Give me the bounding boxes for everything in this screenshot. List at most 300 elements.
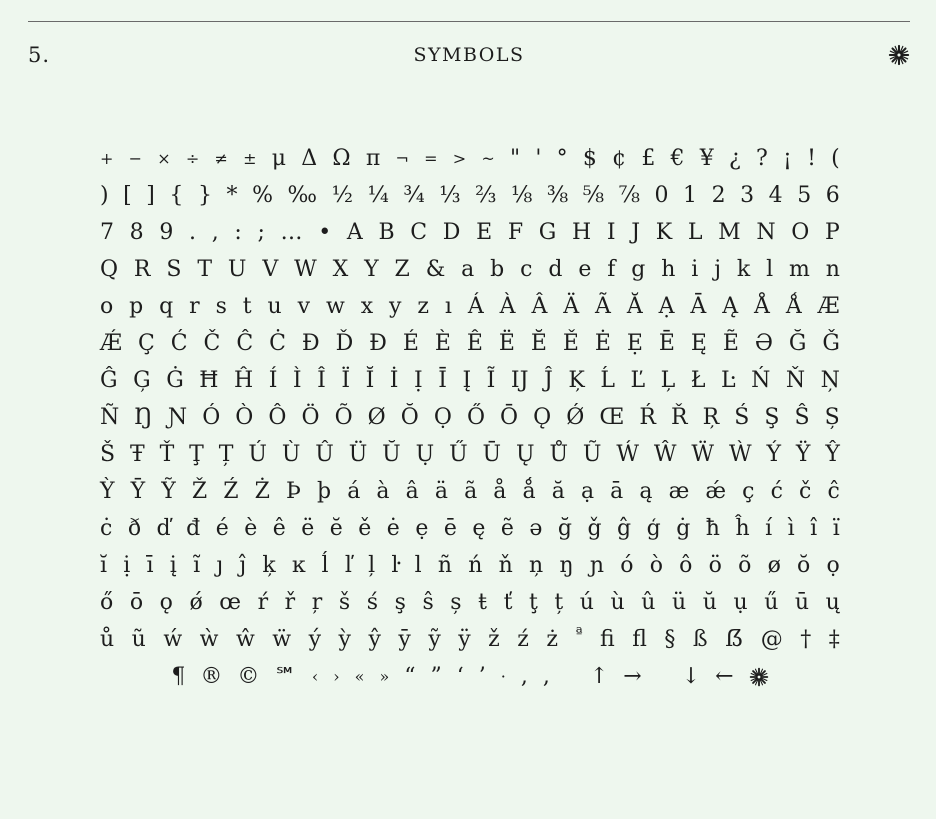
glyph: ) bbox=[100, 182, 109, 208]
glyph: Ħ bbox=[199, 367, 219, 393]
glyph: Z bbox=[394, 256, 410, 282]
glyph: Ī bbox=[438, 367, 447, 393]
glyph: V bbox=[262, 256, 279, 282]
glyph: ı bbox=[444, 293, 452, 319]
glyph: © bbox=[237, 663, 260, 689]
glyph: ľ bbox=[344, 552, 352, 578]
glyph-row bbox=[100, 658, 840, 695]
glyph: ﬂ bbox=[632, 626, 647, 652]
glyph: Ĵ bbox=[544, 367, 553, 393]
glyph: ‡ bbox=[828, 626, 840, 652]
glyph: š bbox=[338, 589, 351, 615]
glyph: Ļ bbox=[660, 367, 676, 393]
glyph: u bbox=[267, 293, 282, 319]
glyph: " bbox=[510, 145, 521, 171]
glyph: ğ bbox=[557, 515, 572, 541]
glyph: ž bbox=[488, 626, 500, 652]
glyph: M bbox=[718, 219, 741, 245]
glyph: Ā bbox=[690, 293, 707, 319]
glyph: Ǻ bbox=[785, 293, 802, 319]
section-title: SYMBOLS bbox=[413, 44, 525, 66]
glyph-row bbox=[100, 251, 840, 288]
glyph: Ę bbox=[690, 330, 707, 356]
glyph: Ĝ bbox=[100, 367, 118, 393]
glyph: Q bbox=[100, 256, 119, 282]
glyph: ŏ bbox=[797, 552, 811, 578]
glyph: Ť bbox=[159, 441, 175, 467]
glyph: ġ bbox=[676, 515, 691, 541]
glyph: ú bbox=[579, 589, 594, 615]
glyph: È bbox=[434, 330, 451, 356]
glyph: U bbox=[227, 256, 247, 282]
glyph: ⅛ bbox=[510, 182, 533, 208]
glyph: ẅ bbox=[272, 626, 292, 652]
glyph: ŋ bbox=[559, 552, 574, 578]
glyph: 9 bbox=[159, 219, 174, 245]
glyph: d bbox=[548, 256, 563, 282]
glyph: Ė bbox=[594, 330, 611, 356]
glyph: Ω bbox=[332, 145, 351, 171]
glyph: Ê bbox=[466, 330, 483, 356]
glyph-row bbox=[100, 214, 840, 251]
glyph: ~ bbox=[481, 148, 495, 168]
glyph: Ą bbox=[722, 293, 739, 319]
glyph: [ bbox=[123, 182, 132, 208]
glyph: 4 bbox=[768, 182, 783, 208]
glyph: ¥ bbox=[699, 145, 714, 171]
glyph: Ĩ bbox=[486, 367, 496, 393]
glyph: Ğ bbox=[788, 330, 807, 356]
glyph: l bbox=[766, 256, 774, 282]
glyph: › bbox=[333, 666, 340, 686]
glyph: Ị bbox=[414, 367, 423, 393]
glyph: ö bbox=[708, 552, 722, 578]
glyph: ï bbox=[832, 515, 840, 541]
glyph: A bbox=[346, 219, 363, 245]
glyph: T bbox=[197, 256, 213, 282]
glyph: ǧ bbox=[587, 515, 602, 541]
glyph: 5 bbox=[797, 182, 812, 208]
glyph: Į bbox=[462, 367, 472, 393]
glyph: t bbox=[242, 293, 252, 319]
glyph: ų bbox=[825, 589, 840, 615]
glyph: ỳ bbox=[338, 626, 351, 652]
glyph: n bbox=[825, 256, 840, 282]
glyph: ĺ bbox=[321, 552, 329, 578]
glyph: » bbox=[379, 666, 390, 686]
glyph: ” bbox=[430, 663, 442, 689]
glyph: Ľ bbox=[630, 367, 646, 393]
glyph: q bbox=[159, 293, 174, 319]
glyph: 0 bbox=[654, 182, 669, 208]
glyph: S bbox=[166, 256, 182, 282]
glyph: ō bbox=[129, 589, 144, 615]
glyph: Ň bbox=[785, 367, 806, 393]
glyph: Ï bbox=[341, 367, 351, 393]
glyph: ī bbox=[146, 552, 154, 578]
glyph: ò bbox=[649, 552, 663, 578]
glyph: ¬ bbox=[395, 148, 409, 168]
glyph: ≠ bbox=[214, 148, 228, 168]
glyph: R bbox=[133, 256, 151, 282]
glyph: ; bbox=[257, 219, 265, 245]
glyph: Ÿ bbox=[795, 441, 811, 467]
glyph: Ţ bbox=[189, 441, 204, 467]
glyph: Ɲ bbox=[167, 404, 188, 430]
asterisk-flower-icon bbox=[888, 44, 910, 66]
glyph-row bbox=[100, 621, 840, 658]
glyph: C bbox=[410, 219, 428, 245]
glyph: Ẅ bbox=[691, 441, 715, 467]
glyph: í bbox=[765, 515, 773, 541]
glyph: ø bbox=[767, 552, 781, 578]
glyph: D bbox=[442, 219, 461, 245]
glyph: ŧ bbox=[478, 589, 487, 615]
glyph: ỹ bbox=[428, 626, 441, 652]
glyph: ẁ bbox=[199, 626, 219, 652]
glyph: ↑ bbox=[589, 663, 609, 689]
glyph: æ bbox=[668, 478, 690, 504]
glyph: ª bbox=[575, 624, 583, 642]
glyph: ẃ bbox=[163, 626, 183, 652]
glyph: Ě bbox=[562, 330, 579, 356]
glyph: ù bbox=[610, 589, 625, 615]
glyph: Õ bbox=[334, 404, 353, 430]
glyph: ū bbox=[794, 589, 810, 615]
glyph: Y bbox=[364, 256, 379, 282]
glyph: Ó bbox=[202, 404, 221, 430]
glyph: Ç bbox=[137, 330, 155, 356]
glyph: Ċ bbox=[269, 330, 286, 356]
glyph: 1 bbox=[683, 182, 698, 208]
glyph: v bbox=[297, 293, 311, 319]
glyph: ¼ bbox=[367, 182, 389, 208]
glyph: ä bbox=[434, 478, 448, 504]
glyph: ẞ bbox=[725, 626, 744, 652]
glyph: ŗ bbox=[311, 589, 323, 615]
glyph: Ć bbox=[170, 330, 188, 356]
glyph: ? bbox=[756, 145, 768, 171]
glyph: L bbox=[687, 219, 703, 245]
glyph: Č bbox=[203, 330, 221, 356]
glyph: ﬁ bbox=[600, 626, 615, 652]
glyph: ’ bbox=[478, 663, 486, 689]
page-number: 5. bbox=[28, 43, 51, 67]
glyph: ċ bbox=[100, 515, 113, 541]
glyph: ĥ bbox=[735, 515, 750, 541]
glyph: Ú bbox=[248, 441, 267, 467]
glyph: w bbox=[325, 293, 345, 319]
glyph: ¶ bbox=[171, 663, 186, 689]
glyph: ¿ bbox=[728, 145, 741, 171]
glyph: − bbox=[128, 148, 143, 168]
glyph: ŀ bbox=[391, 552, 399, 578]
glyph: Ț bbox=[218, 441, 234, 467]
glyph: ď bbox=[156, 515, 171, 541]
glyph: ‰ bbox=[287, 182, 318, 208]
glyph: Ś bbox=[734, 404, 750, 430]
glyph: 6 bbox=[825, 182, 840, 208]
glyph: å bbox=[493, 478, 507, 504]
glyph: Ō bbox=[500, 404, 519, 430]
glyph: ë bbox=[301, 515, 315, 541]
glyph: Ø bbox=[367, 404, 386, 430]
glyph: ś bbox=[366, 589, 379, 615]
glyph: Š bbox=[100, 441, 116, 467]
glyph: Ş bbox=[764, 404, 780, 430]
glyph: , bbox=[211, 219, 219, 245]
glyph: ə bbox=[529, 515, 543, 541]
glyph: ć bbox=[770, 478, 783, 504]
glyph: g bbox=[631, 256, 646, 282]
asterisk-flower-icon bbox=[749, 667, 769, 687]
glyph: E bbox=[476, 219, 493, 245]
glyph: Ź bbox=[223, 478, 239, 504]
glyph: ⅝ bbox=[582, 182, 605, 208]
glyph: ⅜ bbox=[546, 182, 569, 208]
glyph: Ł bbox=[690, 367, 706, 393]
glyph: · bbox=[500, 666, 506, 686]
glyph-row bbox=[100, 325, 840, 362]
glyph: Ŷ bbox=[825, 441, 840, 467]
glyph: j bbox=[714, 256, 722, 282]
glyph: ő bbox=[100, 589, 114, 615]
glyph: ē bbox=[443, 515, 457, 541]
glyph: Ä bbox=[563, 293, 580, 319]
glyph: ⅔ bbox=[475, 182, 497, 208]
glyph-row bbox=[100, 473, 840, 510]
glyph: Ŝ bbox=[794, 404, 810, 430]
glyph: i bbox=[691, 256, 699, 282]
glyph: § bbox=[664, 626, 676, 652]
glyph-row bbox=[100, 436, 840, 473]
glyph: œ bbox=[219, 589, 242, 615]
glyph: ụ bbox=[733, 589, 748, 615]
glyph: Ẁ bbox=[728, 441, 752, 467]
glyph: Ẹ bbox=[626, 330, 643, 356]
glyph: € bbox=[670, 145, 685, 171]
glyph: s bbox=[215, 293, 227, 319]
glyph: Đ bbox=[369, 330, 387, 356]
glyph: Ĥ bbox=[233, 367, 254, 393]
glyph-row bbox=[100, 584, 840, 621]
glyph: ţ bbox=[528, 589, 538, 615]
glyph: Ĭ bbox=[365, 367, 375, 393]
glyph: ì bbox=[787, 515, 795, 541]
glyph: ĵ bbox=[239, 552, 247, 578]
glyph: N bbox=[756, 219, 776, 245]
glyph: “ bbox=[404, 663, 416, 689]
glyph: c bbox=[520, 256, 533, 282]
glyph: ĉ bbox=[827, 478, 840, 504]
glyph: ą bbox=[639, 478, 653, 504]
glyph: ê bbox=[272, 515, 286, 541]
glyph: É bbox=[402, 330, 419, 356]
glyph: ị bbox=[123, 552, 131, 578]
glyph: ņ bbox=[529, 552, 544, 578]
glyph: Ǧ bbox=[822, 330, 840, 356]
glyph: Ĉ bbox=[236, 330, 254, 356]
glyph: ŷ bbox=[368, 626, 381, 652]
glyph: Ș bbox=[824, 404, 840, 430]
glyph: £ bbox=[641, 145, 656, 171]
glyph: ǿ bbox=[189, 589, 203, 615]
glyph: ű bbox=[764, 589, 779, 615]
glyph: Ű bbox=[449, 441, 468, 467]
glyph-row bbox=[100, 547, 840, 584]
glyph: Ẽ bbox=[722, 330, 739, 356]
glyph: Ų bbox=[515, 441, 535, 467]
glyph: r bbox=[189, 293, 200, 319]
glyph: Ə bbox=[754, 330, 773, 356]
glyph: ] bbox=[146, 182, 155, 208]
glyph: ŕ bbox=[257, 589, 269, 615]
glyph: Ŀ bbox=[720, 367, 736, 393]
glyph: ñ bbox=[437, 552, 453, 578]
glyph: « bbox=[354, 666, 365, 686]
glyph: ǫ bbox=[159, 589, 173, 615]
glyph: ȷ bbox=[216, 552, 224, 578]
glyph: , bbox=[520, 663, 528, 689]
glyph: B bbox=[378, 219, 395, 245]
glyph: Ņ bbox=[820, 367, 840, 393]
glyph: Ŋ bbox=[134, 404, 153, 430]
glyph: ½ bbox=[331, 182, 353, 208]
glyph: ÷ bbox=[185, 148, 200, 168]
glyph: Ỳ bbox=[100, 478, 115, 504]
glyph: Á bbox=[467, 293, 484, 319]
glyph: 3 bbox=[740, 182, 755, 208]
glyph: Î bbox=[317, 367, 326, 393]
glyph: Ǽ bbox=[100, 330, 123, 356]
glyph: Δ bbox=[301, 145, 318, 171]
glyph: ß bbox=[692, 626, 708, 652]
glyph: Ŕ bbox=[639, 404, 656, 430]
glyph: ĕ bbox=[329, 515, 343, 541]
glyph: Ĳ bbox=[510, 367, 529, 393]
glyph: Ì bbox=[292, 367, 302, 393]
glyph: ẽ bbox=[500, 515, 514, 541]
glyph: ĝ bbox=[617, 515, 632, 541]
glyph: J bbox=[631, 219, 641, 245]
glyph: Ē bbox=[658, 330, 675, 356]
glyph: . bbox=[189, 219, 197, 245]
glyph: ķ bbox=[262, 552, 276, 578]
glyph: × bbox=[157, 148, 171, 168]
glyph: ' bbox=[535, 145, 542, 171]
glyph: I bbox=[606, 219, 616, 245]
glyph: ģ bbox=[646, 515, 661, 541]
glyph: á bbox=[347, 478, 361, 504]
glyph: ó bbox=[620, 552, 634, 578]
glyph: z bbox=[417, 293, 429, 319]
glyph: Ũ bbox=[582, 441, 602, 467]
glyph: • bbox=[318, 219, 332, 245]
glyph: Ř bbox=[671, 404, 688, 430]
glyph: Ŧ bbox=[129, 441, 145, 467]
glyph: X bbox=[332, 256, 349, 282]
glyph: ( bbox=[831, 145, 840, 171]
glyph: ŵ bbox=[235, 626, 255, 652]
glyph: y bbox=[389, 293, 402, 319]
glyph: ý bbox=[308, 626, 322, 652]
glyph: ɲ bbox=[589, 552, 604, 578]
glyph: Ô bbox=[268, 404, 287, 430]
top-divider bbox=[28, 21, 910, 22]
glyph: ŭ bbox=[702, 589, 717, 615]
glyph-row bbox=[100, 177, 840, 214]
glyph: ě bbox=[358, 515, 372, 541]
glyph: † bbox=[800, 626, 812, 652]
glyph: Ď bbox=[335, 330, 354, 356]
glyph: Ķ bbox=[568, 367, 585, 393]
glyph: Ŵ bbox=[653, 441, 677, 467]
glyph: : bbox=[234, 219, 242, 245]
glyph: ů bbox=[100, 626, 115, 652]
glyph: Ù bbox=[281, 441, 301, 467]
glyph: ň bbox=[498, 552, 513, 578]
glyph: $ bbox=[582, 145, 597, 171]
glyph: , bbox=[542, 663, 550, 689]
glyph: { bbox=[169, 182, 184, 208]
glyph: ħ bbox=[705, 515, 720, 541]
glyph: Ạ bbox=[658, 293, 675, 319]
glyph: K bbox=[655, 219, 673, 245]
glyph: π bbox=[365, 145, 381, 171]
glyph: Þ bbox=[286, 478, 301, 504]
glyph: â bbox=[405, 478, 419, 504]
glyph: Ń bbox=[751, 367, 771, 393]
glyph: ạ bbox=[580, 478, 595, 504]
glyph: Ž bbox=[191, 478, 208, 504]
glyph: ℠ bbox=[274, 663, 297, 689]
glyph: į bbox=[169, 552, 177, 578]
glyph: Ů bbox=[549, 441, 568, 467]
glyph: 7 bbox=[100, 219, 114, 245]
glyph: ť bbox=[503, 589, 513, 615]
glyph: ļ bbox=[368, 552, 376, 578]
glyph: H bbox=[572, 219, 592, 245]
glyph: W bbox=[294, 256, 317, 282]
glyph: Û bbox=[315, 441, 334, 467]
glyph: đ bbox=[186, 515, 201, 541]
glyph: ô bbox=[679, 552, 693, 578]
glyph: è bbox=[244, 515, 258, 541]
glyph: Ă bbox=[626, 293, 643, 319]
glyph: Ġ bbox=[166, 367, 184, 393]
glyph: ↓ bbox=[681, 663, 701, 689]
glyph: ş bbox=[394, 589, 406, 615]
glyph: … bbox=[280, 219, 303, 245]
glyph: ° bbox=[556, 145, 568, 171]
glyph: l bbox=[414, 552, 422, 578]
glyph-row bbox=[100, 510, 840, 547]
glyph: Â bbox=[531, 293, 548, 319]
glyph: h bbox=[661, 256, 676, 282]
glyph: İ bbox=[389, 367, 399, 393]
glyph: Ð bbox=[301, 330, 320, 356]
glyph: > bbox=[452, 148, 467, 168]
glyph: Ĺ bbox=[600, 367, 615, 393]
glyph: ż bbox=[546, 626, 558, 652]
glyph: f bbox=[607, 256, 616, 282]
glyph: o bbox=[100, 293, 114, 319]
glyph: Ŏ bbox=[400, 404, 419, 430]
glyph: þ bbox=[317, 478, 332, 504]
glyph: * bbox=[226, 182, 238, 208]
glyph: ð bbox=[127, 515, 142, 541]
glyph: ǻ bbox=[522, 478, 536, 504]
